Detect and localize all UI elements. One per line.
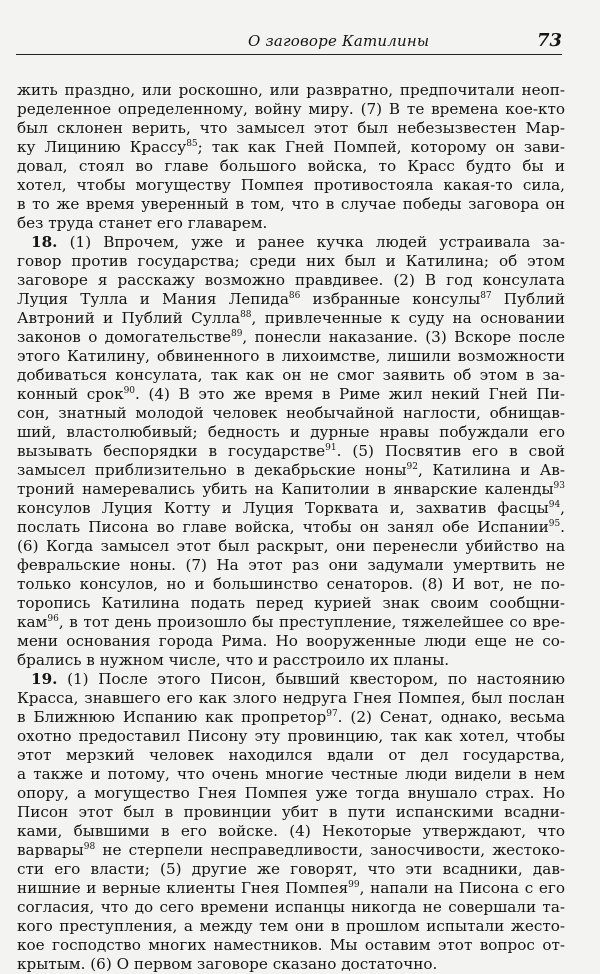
footnote-ref: 92 [406,462,418,472]
footnote-ref: 94 [548,500,561,510]
text-line: сон, знатный молодой человек необычайной наглости, обнищав- [17,404,565,422]
text-line: этого Катилину, обвиненного в лихоимстве, лишили возможности [17,347,565,365]
text-line: добиваться консулата, так как он не смог заявить об этом в за- [17,366,565,384]
footnote-ref: 98 [83,842,96,852]
text-line: (6) Когда замысел этот был раскрыт, они перенесли убийство на [17,537,565,555]
text-line: Красса, знавшего его как злого недруга Гнея Помпея, был послан [17,689,565,707]
footnote-ref: 99 [348,880,360,890]
text-line: вызывать беспорядки в государстве$^{91}$. (5) Посвятив его в свой [17,442,565,460]
text-line: ку Лицинию Крассу$^{85}$; так как Гней Помпей, которому он зави- [17,138,565,156]
text-line: нишние и верные клиенты Гнея Помпея$^{99}$, напали на Писона с его [17,879,565,897]
footnote-ref: 89 [230,329,243,339]
footnote-ref: 96 [47,614,59,624]
footnote-ref: 86 [288,291,301,301]
text-line: брались в нужном числе, что и расстроило их планы. [17,651,450,669]
text-line: торопись Катилина подать перед курией знак своим сообщни- [17,594,565,612]
text-line: в Ближнюю Испанию как пропретор$^{97}$. (2) Сенат, однако, весьма [17,708,565,726]
text-line: мени основания города Рима. Но вооруженные люди еще не со- [17,632,565,650]
footnote-ref: 93 [553,481,565,491]
running-title: О заговоре Катилины [248,32,430,50]
text-line: был склонен верить, что замысел этот был небезызвестен Мар- [17,119,565,137]
header-rule [16,54,562,55]
text-line: довал, стоял во главе большого войска, то Красс будто бы и [17,157,565,175]
text-line: опору, а могущество Гнея Помпея уже тогда внушало страх. Но [17,784,565,802]
footnote-ref: 95 [548,519,561,529]
text-line: 19. (1) После этого Писон, бывший квестором, по настоянию [31,670,565,688]
text-line: кого преступления, а между тем они в прошлом испытали жесто- [17,917,565,935]
text-line: только консулов, но и большинство сенаторов. (8) И вот, не по- [17,575,565,593]
text-line: троний намеревались убить на Капитолии в январские календы$^{93}$ [17,480,565,498]
text-line: сти его власти; (5) другие же говорят, что эти всадники, дав- [17,860,565,878]
chapter-number: 18. [31,233,58,251]
chapter-number: 19. [31,670,58,688]
footnote-ref: 87 [480,291,492,301]
text-line: конный срок$^{90}$. (4) В это же время в Риме жил некий Гней Пи- [17,385,565,403]
footnote-ref: 97 [326,709,338,719]
text-line: этот мерзкий человек находился вдали от дел государства, [17,746,565,764]
text-line: 18. (1) Впрочем, уже и ранее кучка людей устраивала за- [31,233,565,251]
text-line: охотно предоставил Писону эту провинцию, так как хотел, чтобы [17,727,565,745]
text-line: согласия, что до сего времени испанцы никогда не совершали та- [17,898,565,916]
page-number: 73 [536,30,562,51]
text-line: варвары$^{98}$ не стерпели несправедливости, заносчивости, жестоко- [17,841,565,859]
footnote-ref: 90 [123,386,136,396]
body-text [17,81,565,974]
text-line: февральские ноны. (7) На этот раз они задумали умертвить не [17,556,565,574]
text-line: хотел, чтобы могуществу Помпея противостояла какая-то сила, [17,176,565,194]
text-line: в то же время уверенный в том, что в случае победы заговора он [17,195,565,213]
text-line: жить праздно, или роскошно, или развратно, предпочитали неоп- [17,81,565,99]
text-line: законов о домогательстве$^{89}$, понесли наказание. (3) Вскоре после [17,328,565,346]
text-line: консулов Луция Котту и Луция Торквата и, захватив фасцы$^{94}$, [17,499,565,517]
running-head [16,30,562,60]
text-line: Луция Тулла и Мания Лепида$^{86}$ избранные консулы$^{87}$ Публий [17,290,565,308]
text-line: ками, бывшими в его войске. (4) Некоторые утверждают, что [17,822,565,840]
text-line: Автроний и Публий Сулла$^{88}$, привлеченные к суду на основании [17,309,565,327]
text-line: Писон этот был в провинции убит в пути испанскими всадни- [17,803,565,821]
footnote-ref: 88 [240,310,252,320]
text-line: крытым. (6) О первом заговоре сказано достаточно. [17,955,438,973]
footnote-ref: 85 [186,139,198,149]
text-line: заговоре я расскажу возможно правдивее. (2) В год консулата [17,271,565,289]
text-line: а также и потому, что очень многие честные люди видели в нем [17,765,565,783]
footnote-ref: 91 [325,443,337,453]
text-line: послать Писона во главе войска, чтобы он занял обе Испании$^{95}$. [17,518,565,536]
text-line: ределенное определенному, войну миру. (7) В те времена кое-кто [17,100,565,118]
text-line: без труда станет его главарем. [17,214,268,232]
text-line: кое господство многих наместников. Мы оставим этот вопрос от- [17,936,565,954]
text-line: кам$^{96}$, в тот день произошло бы преступление, тяжелейшее со вре- [17,613,565,631]
text-line: ший, властолюбивый; бедность и дурные нравы побуждали его [17,423,565,441]
text-line: замысел приблизительно в декабрьские ноны$^{92}$, Катилина и Ав- [17,461,565,479]
text-line: говор против государства; среди них был и Катилина; об этом [17,252,565,270]
